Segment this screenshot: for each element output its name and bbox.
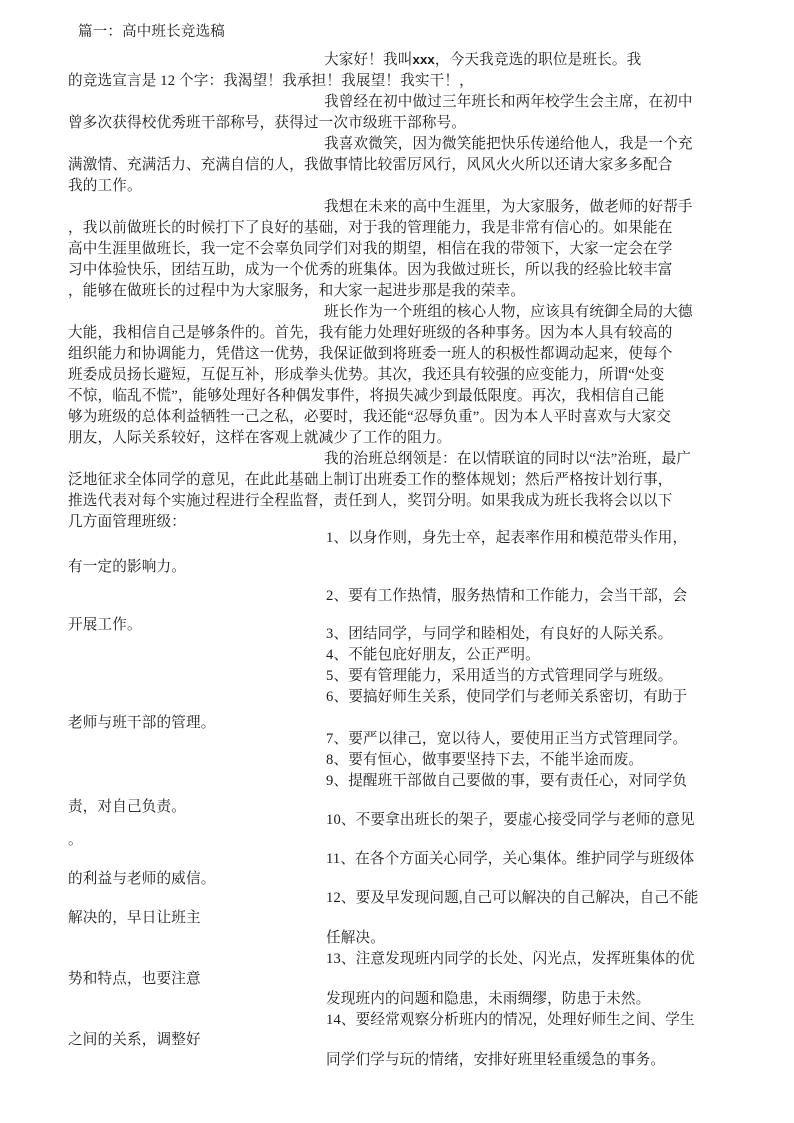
text-line: 够为班级的总体利益牺牲一己之私，必要时，我还能“忍辱负重”。因为本人平时喜欢与大家交 (68, 409, 672, 425)
text-line: 不惊，临乱不慌”，能够处理好各种偶发事件，将损失减少到最低限度。再次，我相信自己能 (68, 388, 665, 404)
text-line: 高中生涯里做班长，我一定不会辜负同学们对我的期望，相信在我的带领下，大家一定会在学 (68, 241, 673, 257)
text-run: ，今天我竞选的职位是班长。我 (434, 52, 642, 68)
text-run-bold: xxx (412, 52, 435, 67)
list-item: 2、要有工作热情，服务热情和工作能力，会当干部，会 (326, 588, 688, 604)
text-line: 满激情、充满活力、充满自信的人，我做事情比较雷厉风行，风风火火所以还请大家多多配合 (68, 157, 673, 173)
text-line: 几方面管理班级： (68, 514, 186, 530)
list-item: 8、要有恒心，做事要坚持下去，不能半途而废。 (326, 752, 644, 768)
list-item-continuation: 任解决。 (326, 930, 385, 946)
list-item-continuation: 责，对自己负责。 (68, 799, 186, 815)
list-item-continuation: 。 (68, 832, 83, 848)
list-item: 10、不要拿出班长的架子，要虚心接受同学与老师的意见 (326, 812, 695, 828)
list-item: 11、在各个方面关心同学，关心集体。维护同学与班级体 (326, 851, 695, 867)
text-line: 泛地征求全体同学的意见，在此此基础上制订出班委工作的整体规划；然后严格按计划行事， (68, 472, 673, 488)
list-item-continuation: 老师与班干部的管理。 (68, 715, 216, 731)
text-line: 的竞选宣言是 12 个字：我渴望！我承担！我展望！我实干！， (68, 73, 474, 89)
text-line: ，能够在做班长的过程中为大家服务，和大家一起进步那是我的荣幸。 (68, 283, 526, 299)
text-run: 大家好！我叫 (324, 52, 413, 68)
text-line: 曾多次获得校优秀班干部称号，获得过一次市级班干部称号。 (68, 115, 467, 131)
text-line: 班长作为一个班组的核心人物，应该具有统御全局的大德 (324, 304, 693, 320)
list-item: 4、不能包庇好朋友，公正严明。 (326, 647, 540, 663)
list-item: 14、要经常观察分析班内的情况，处理好师生之间、学生 (326, 1012, 695, 1028)
text-line (324, 50, 641, 70)
text-line: 大能，我相信自己是够条件的。首先，我有能力处理好班级的各种事务。因为本人具有较高的 (68, 325, 673, 341)
text-line: 推选代表对每个实施过程进行全程监督，责任到人，奖罚分明。如果我成为班长我将会以以下 (68, 493, 673, 509)
text-line: 朋友，人际关系较好，这样在客观上就减少了工作的阻力。 (68, 430, 452, 446)
list-item-continuation: 开展工作。 (68, 617, 142, 633)
list-item-continuation: 之间的关系，调整好 (68, 1032, 201, 1048)
list-item-continuation: 的利益与老师的威信。 (68, 871, 216, 887)
text-line: 我想在未来的高中生涯里，为大家服务，做老师的好帮手 (324, 199, 693, 215)
text-line: 习中体验快乐，团结互助，成为一个优秀的班集体。因为我做过班长，所以我的经验比较丰富 (68, 262, 673, 278)
list-item-continuation: 解决的，早日让班主 (68, 910, 201, 926)
list-item-continuation: 同学们学与玩的情绪，安排好班里轻重缓急的事务。 (326, 1052, 666, 1068)
list-item: 12、要及早发现问题,自己可以解决的自己解决，自己不能 (326, 890, 699, 906)
list-item: 5、要有管理能力，采用适当的方式管理同学与班级。 (326, 668, 673, 684)
text-line: 组织能力和协调能力，凭借这一优势，我保证做到将班委一班人的积极性都调动起来，使每个 (68, 346, 673, 362)
text-line: 班委成员扬长避短，互促互补，形成拳头优势。其次，我还具有较强的应变能力，所谓“处变 (68, 367, 665, 383)
list-item: 1、以身作则，身先士卒，起表率作用和模范带头作用， (326, 530, 688, 546)
list-item-continuation: 有一定的影响力。 (68, 559, 186, 575)
text-line: 我喜欢微笑，因为微笑能把快乐传递给他人，我是一个充 (324, 136, 693, 152)
list-item: 9、提醒班干部做自己要做的事，要有责任心，对同学负 (326, 773, 688, 789)
list-item: 3、团结同学，与同学和睦相处，有良好的人际关系。 (326, 626, 673, 642)
list-item-continuation: 发现班内的问题和隐患，未雨绸缪，防患于未然。 (326, 991, 651, 1007)
list-item: 13、注意发现班内同学的长处、闪光点，发挥班集体的优 (326, 951, 695, 967)
list-item: 6、要搞好师生关系，使同学们与老师关系密切，有助于 (326, 689, 688, 705)
text-line: 我的工作。 (68, 178, 142, 194)
list-item: 7、要严以律己，宽以待人，要使用正当方式管理同学。 (326, 731, 688, 747)
document-title: 篇一：高中班长竞选稿 (78, 24, 225, 40)
text-line: 我的治班总纲领是：在以情联谊的同时以“法”治班，最广 (324, 451, 692, 467)
list-item-continuation: 势和特点，也要注意 (68, 971, 201, 987)
text-line: ，我以前做班长的时候打下了良好的基础，对于我的管理能力，我是非常有信心的。如果能在 (68, 220, 673, 236)
text-line: 我曾经在初中做过三年班长和两年校学生会主席，在初中 (324, 94, 693, 110)
